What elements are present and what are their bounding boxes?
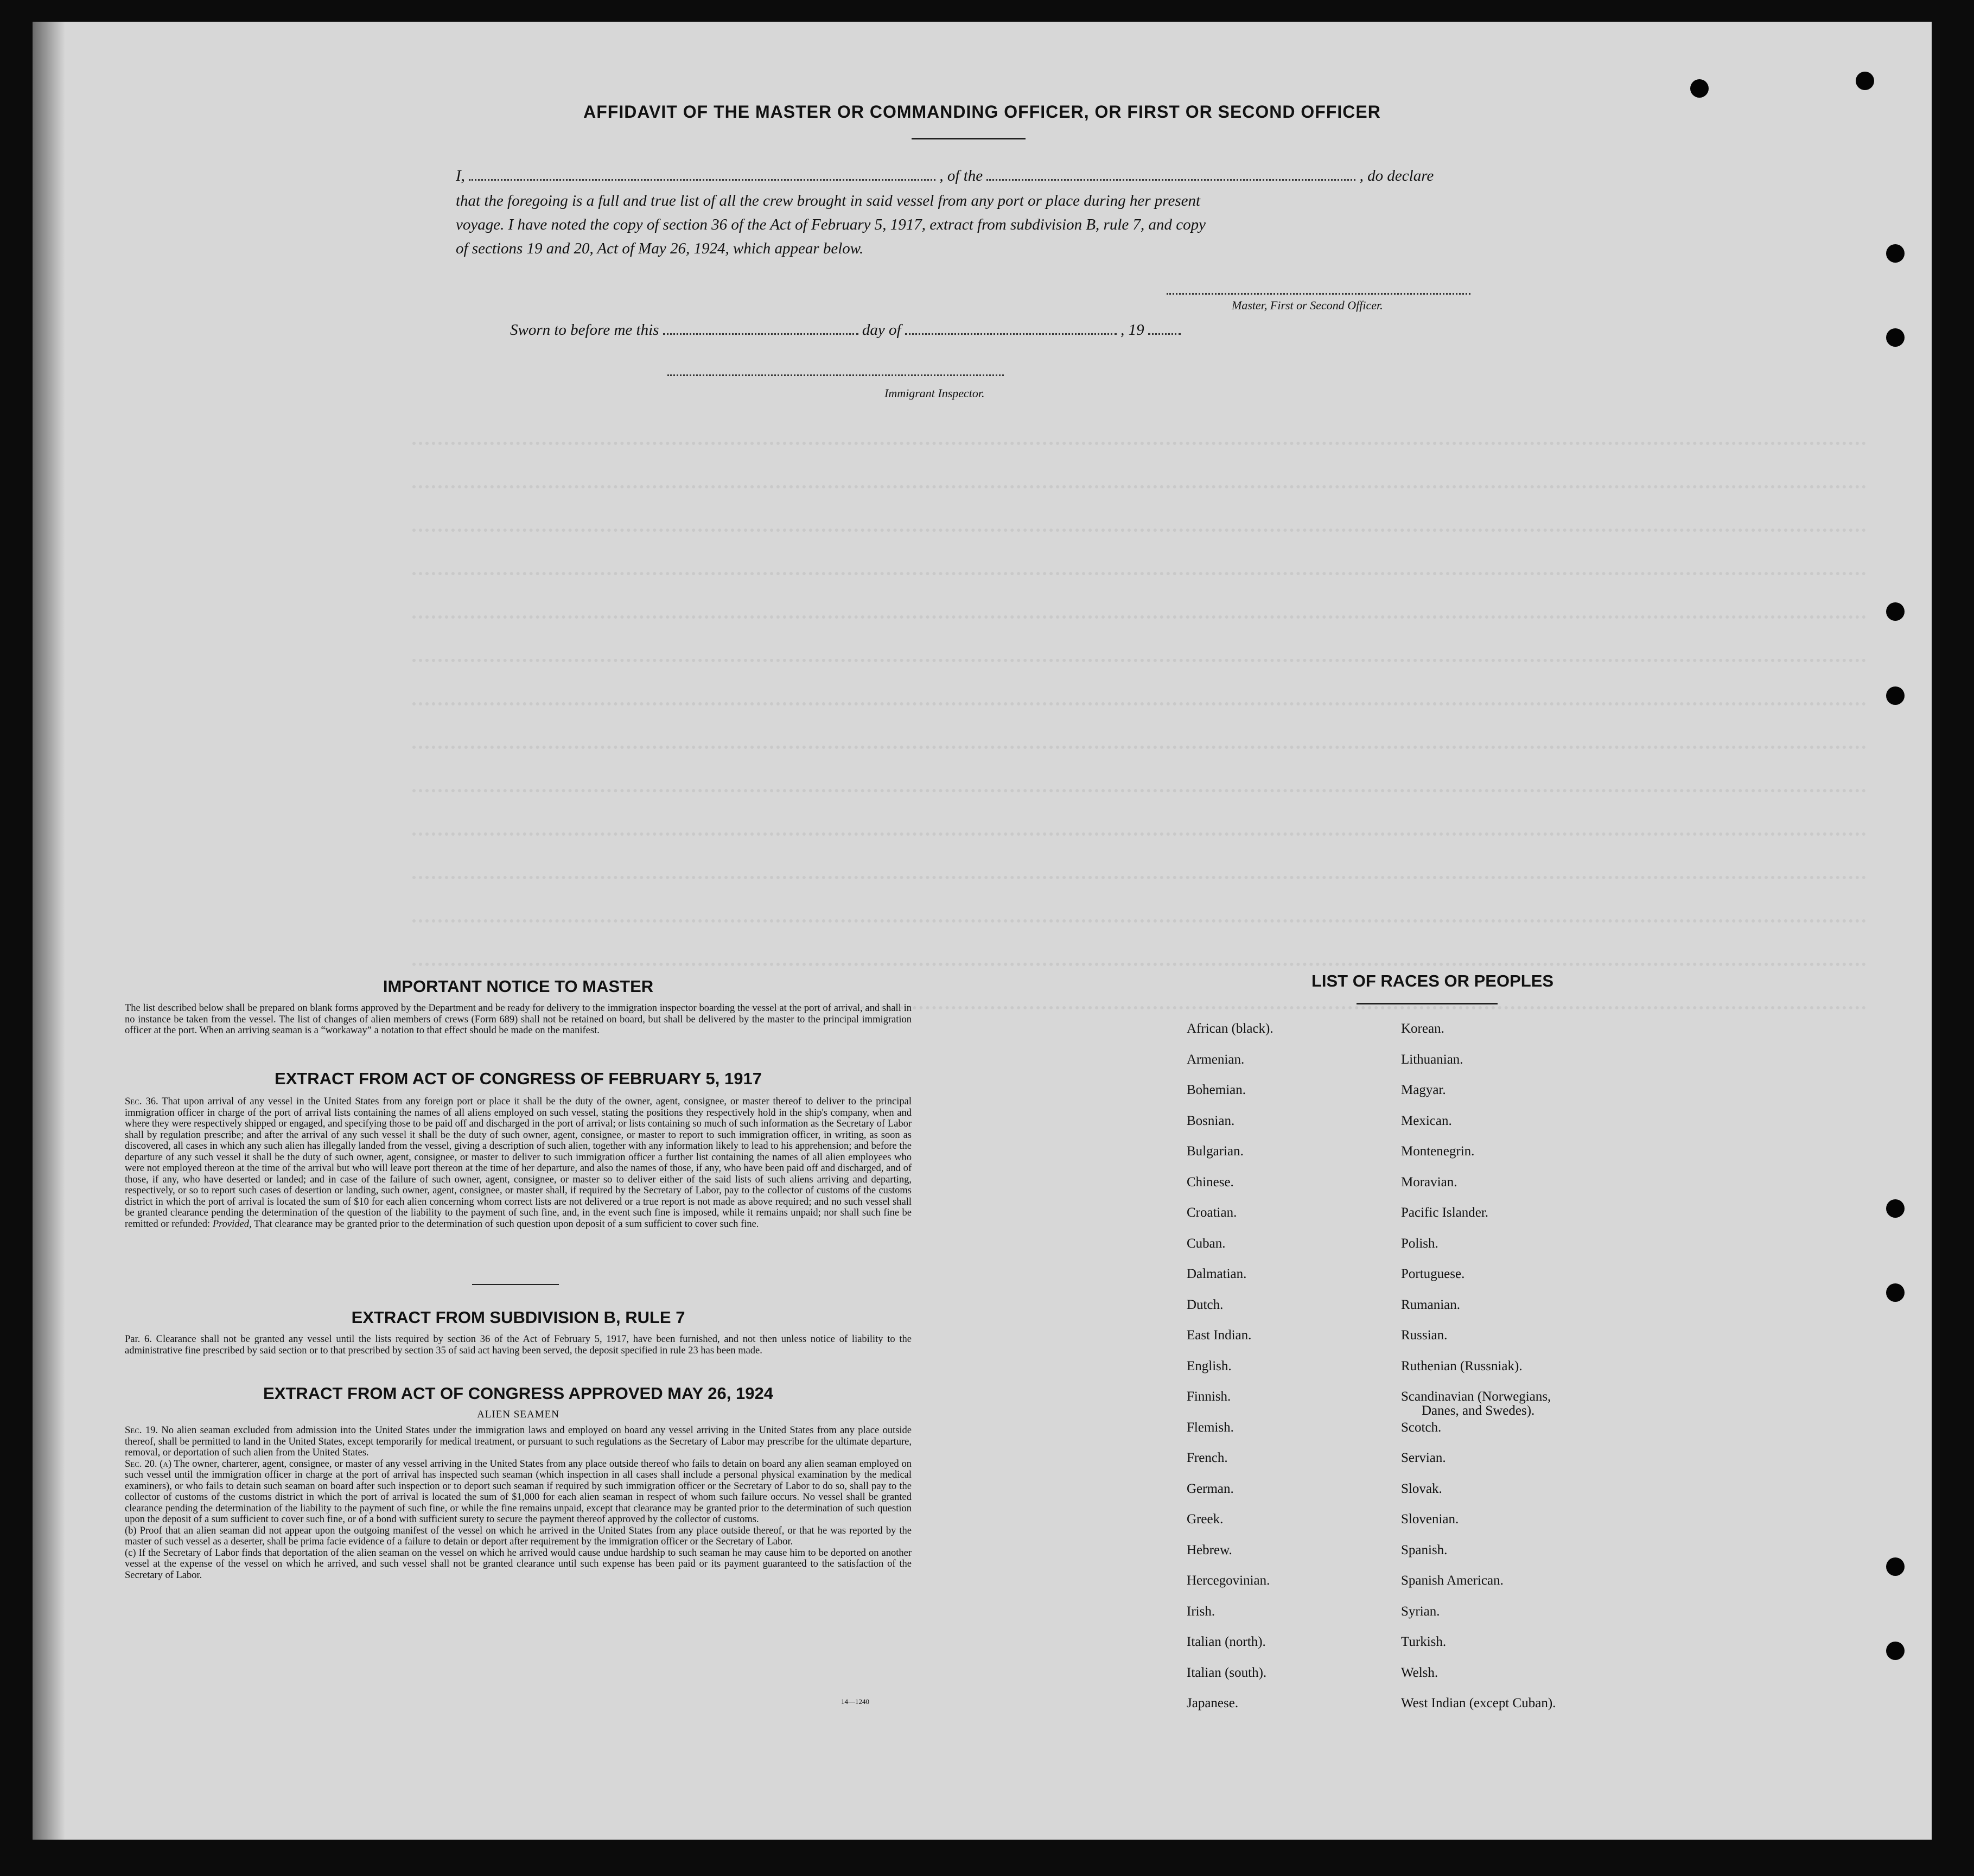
sworn-day-blank[interactable] bbox=[663, 331, 858, 335]
race-item: Italian (north). bbox=[1187, 1635, 1266, 1649]
punch-hole bbox=[1886, 328, 1905, 347]
race-item: Scotch. bbox=[1401, 1420, 1442, 1435]
race-item: African (black). bbox=[1187, 1021, 1273, 1036]
notice-text: The list described below shall be prepared on blank forms approved by the Department and be ready for delivery to the immigration inspector boarding the vessel at the port of arrival, and shall in no instance be taken from the vessel. The list of changes of alien members of crews (Form 689) shall not be retained on board, but shall be delivered by the master to the principal immigration officer at the port. When an arriving seaman is a “workaway” a notation to that effect should be made on the manifest. bbox=[125, 1003, 912, 1036]
sworn-end: , 19 bbox=[1120, 321, 1144, 339]
race-item: Pacific Islander. bbox=[1401, 1205, 1489, 1220]
race-item: Flemish. bbox=[1187, 1420, 1234, 1435]
race-item: Hercegovinian. bbox=[1187, 1573, 1270, 1588]
inspector-blank[interactable] bbox=[667, 374, 1004, 376]
punch-hole bbox=[1690, 79, 1709, 98]
sec-20c-body: If the Secretary of Labor finds that deportation of the alien seaman on the vessel on which he arrived would cause undue hardship to such seaman he may cause him to be deported on another vessel at the expense of the vessel on which he arrived, and such vessel shall not be granted clearance until such expense has been paid or its payment guaranteed to the satisfaction of the Secretary of Labor. bbox=[125, 1547, 912, 1581]
affidavit-text-1: that the foregoing is a full and true list of all the crew brought in said vessel from any port or place during her present bbox=[456, 192, 1201, 209]
race-item: Korean. bbox=[1401, 1021, 1444, 1036]
punch-hole bbox=[1856, 72, 1874, 90]
race-item: Cuban. bbox=[1187, 1236, 1226, 1251]
race-item: Servian. bbox=[1401, 1451, 1446, 1465]
race-item: Slovak. bbox=[1401, 1481, 1442, 1496]
race-item: Greek. bbox=[1187, 1512, 1224, 1527]
page-edge-shadow bbox=[33, 22, 65, 1840]
race-item: Ruthenian (Russniak). bbox=[1401, 1358, 1523, 1373]
race-item: Magyar. bbox=[1401, 1083, 1446, 1097]
sec-36-label: Sec. 36. bbox=[125, 1096, 158, 1107]
race-item: Croatian. bbox=[1187, 1205, 1237, 1220]
punch-hole bbox=[1886, 1199, 1905, 1218]
punch-hole bbox=[1886, 1557, 1905, 1576]
race-item: Spanish American. bbox=[1401, 1573, 1504, 1588]
sec-20b-body: Proof that an alien seaman did not appear upon the outgoing manifest of the vessel on which he arrived in the United States from any place outside thereof, or that he was reported by the master of such vessel as a deserter, shall be prima facie evidence of a failure to detain or deport after requirement by the immigration officer or the Secretary of Labor. bbox=[125, 1525, 912, 1547]
race-item: Hebrew. bbox=[1187, 1542, 1232, 1557]
race-item: Montenegrin. bbox=[1401, 1144, 1475, 1159]
form-number: 14—1240 bbox=[841, 1697, 869, 1706]
race-item: Slovenian. bbox=[1401, 1512, 1459, 1527]
sec-20c-label: (c) bbox=[125, 1547, 136, 1559]
extract-1917-text bbox=[125, 1096, 912, 1230]
declare-start: I, bbox=[456, 167, 465, 185]
race-item: German. bbox=[1187, 1481, 1234, 1496]
race-item: Finnish. bbox=[1187, 1389, 1231, 1404]
races-title: LIST OF RACES OR PEOPLES bbox=[1311, 971, 1554, 990]
race-item: Scandinavian (Norwegians, bbox=[1401, 1389, 1551, 1404]
race-item: Dalmatian. bbox=[1187, 1267, 1247, 1281]
races-rule bbox=[1357, 1003, 1498, 1004]
punch-hole bbox=[1886, 686, 1905, 705]
sworn-line bbox=[510, 321, 1181, 339]
affidavit-text-3: of sections 19 and 20, Act of May 26, 1924, which appear below. bbox=[456, 240, 864, 257]
extract-1924-text bbox=[125, 1425, 912, 1581]
race-item: Syrian. bbox=[1401, 1604, 1440, 1619]
name-blank[interactable] bbox=[469, 177, 935, 181]
race-item: Rumanian. bbox=[1401, 1297, 1461, 1312]
sec-20b-label: (b) bbox=[125, 1525, 137, 1536]
punch-hole bbox=[1886, 1283, 1905, 1302]
race-item: Russian. bbox=[1401, 1328, 1448, 1343]
extract-1924-title: EXTRACT FROM ACT OF CONGRESS APPROVED MAY 26, 1924 bbox=[263, 1384, 773, 1403]
sec-36-end: That clearance may be granted prior to the determination of such question upon deposit of a sum sufficient to cover such fine. bbox=[253, 1218, 759, 1230]
race-item: Dutch. bbox=[1187, 1297, 1224, 1312]
signature-blank[interactable] bbox=[1167, 293, 1470, 295]
race-item: Portuguese. bbox=[1401, 1267, 1465, 1281]
declare-mid: , of the bbox=[939, 167, 983, 185]
race-item: French. bbox=[1187, 1451, 1228, 1465]
proviso-label: Provided, bbox=[212, 1218, 252, 1230]
race-item: Mexican. bbox=[1401, 1113, 1452, 1128]
sec-19-label: Sec. 19. bbox=[125, 1425, 158, 1436]
affidavit-text-2: voyage. I have noted the copy of section 36 of the Act of February 5, 1917, extract from subdivision B, rule 7, and copy bbox=[456, 216, 1206, 233]
alien-seamen-subtitle: ALIEN SEAMEN bbox=[477, 1409, 559, 1420]
sworn-year-blank[interactable] bbox=[1148, 331, 1181, 335]
punch-hole bbox=[1886, 602, 1905, 621]
rule7-title: EXTRACT FROM SUBDIVISION B, RULE 7 bbox=[351, 1308, 685, 1327]
section-rule bbox=[472, 1284, 559, 1285]
affidavit-declare-line bbox=[456, 167, 1541, 185]
affidavit-title: AFFIDAVIT OF THE MASTER OR COMMANDING OFFICER, OR FIRST OR SECOND OFFICER bbox=[583, 102, 1381, 122]
race-item: Polish. bbox=[1401, 1236, 1438, 1251]
punch-hole bbox=[1886, 1642, 1905, 1660]
race-item: Armenian. bbox=[1187, 1052, 1245, 1067]
race-item: Welsh. bbox=[1401, 1665, 1438, 1680]
race-item: West Indian (except Cuban). bbox=[1401, 1696, 1556, 1710]
inspector-caption: Immigrant Inspector. bbox=[884, 386, 985, 400]
extract-1917-title: EXTRACT FROM ACT OF CONGRESS OF FEBRUARY 5, 1917 bbox=[275, 1069, 762, 1088]
race-item: Turkish. bbox=[1401, 1635, 1447, 1649]
sworn-month-blank[interactable] bbox=[905, 331, 1117, 335]
race-item: Irish. bbox=[1187, 1604, 1215, 1619]
race-item: Bulgarian. bbox=[1187, 1144, 1244, 1159]
document-page bbox=[33, 22, 1932, 1840]
race-item: Spanish. bbox=[1401, 1542, 1448, 1557]
race-item: Bohemian. bbox=[1187, 1083, 1246, 1097]
race-item: Moravian. bbox=[1401, 1174, 1457, 1190]
race-item: Bosnian. bbox=[1187, 1113, 1235, 1128]
notice-title: IMPORTANT NOTICE TO MASTER bbox=[383, 977, 654, 996]
race-item: Italian (south). bbox=[1187, 1665, 1267, 1680]
declare-end: , do declare bbox=[1359, 167, 1434, 185]
race-item: Japanese. bbox=[1187, 1696, 1239, 1710]
race-item: East Indian. bbox=[1187, 1328, 1252, 1343]
sworn-mid: day of bbox=[862, 321, 901, 339]
punch-hole bbox=[1886, 244, 1905, 263]
sec-19-body: No alien seaman excluded from admission into the United States under the immigration laws and employed on board any vessel arriving in the United States from any place outside thereof, shall be permitted to land in the United States, except temporarily for medical treatment, or pursuant to such regulations as the Secretary of Labor may prescribe for the ultimate departure, removal, or deportation of such alien from the United States. bbox=[125, 1425, 912, 1458]
race-item: Chinese. bbox=[1187, 1174, 1234, 1190]
vessel-blank[interactable] bbox=[986, 177, 1355, 181]
signature-caption: Master, First or Second Officer. bbox=[1232, 298, 1383, 312]
title-rule bbox=[912, 138, 1026, 139]
sec-20a-body: The owner, charterer, agent, consignee, or master of any vessel arriving in the United States from any place outside thereof who fails to detain on board any alien seaman employed on such vessel until the immigration officer in charge at the port of arrival has inspected such seaman (which inspection in all cases shall include a personal physical examination by the medical examiners), or who fails to detain such seaman on board after such inspection or to deport such seaman if required by such immigration officer or the Secretary of Labor to do so, shall pay to the collector of customs of the customs district in which the port of arrival is located the sum of $1,000 for each alien seaman in respect of whom such failure occurs. No vessel shall be granted clearance pending the determination of the liability to the payment of such fine, or while the fine remains unpaid, except that clearance may be granted prior to the determination of such question upon the deposit of a sum sufficient to cover such fine, or of a bond with sufficient surety to secure the payment thereof approved by the collector of customs. bbox=[125, 1458, 912, 1525]
sec-36-body: That upon arrival of any vessel in the United States from any foreign port or place it shall be the duty of the owner, agent, consignee, or master thereof to deliver to the principal immigration officer in charge of the port of arrival lists containing the names of all aliens employed on such vessel, stating the positions they respectively hold in the ship's company, when and where they were respectively shipped or engaged, and specifying those to be paid off and discharged in the port of arrival; or lists containing so much of such information as the Secretary of Labor shall by regulation prescribe; and after the arrival of any such vessel it shall be the duty of such owner, agent, consignee, or master to report to such immigration officer, in writing, as soon as discovered, all cases in which any such alien has illegally landed from the vessel, giving a description of such alien, together with any information likely to lead to his apprehension; and before the departure of any such vessel it shall be the duty of such owner, agent, consignee, or master to deliver to such immigration officer a further list containing the names of all alien employees who were not employed thereon at the time of the arrival but who will leave port thereon at the time of her departure, and also the names of those, if any, who have been paid off and discharged, and of those, if any, who have deserted or landed; and in case of the failure of such owner, agent, consignee, or master so to deliver either of the said lists of such aliens arriving and departing, respectively, or so to report such cases of desertion or landing, such owner, agent, consignee, or master shall, if required by the Secretary of Labor, pay to the collector of customs of the customs district in which the port of arrival is located the sum of $10 for each alien concerning whom correct lists are not delivered or a true report is not made as above required; and no such vessel shall be granted clearance pending the determination of the question of the liability to the payment of such fine, and, in the event such fine is imposed, while it remains unpaid; nor shall such fine be remitted or refunded: bbox=[125, 1096, 912, 1230]
race-item: Lithuanian. bbox=[1401, 1052, 1463, 1067]
sworn-start: Sworn to before me this bbox=[510, 321, 659, 339]
race-item: Danes, and Swedes). bbox=[1422, 1403, 1535, 1418]
rule7-text: Par. 6. Clearance shall not be granted any vessel until the lists required by section 36 of the Act of February 5, 1917, have been furnished, and not then unless notice of liability to the administrative fine prescribed by said section or to that prescribed by section 35 of said act having been served, the deposit specified in rule 23 has been made. bbox=[125, 1334, 912, 1356]
sec-20-label: Sec. 20. (a) bbox=[125, 1458, 171, 1470]
race-item: English. bbox=[1187, 1358, 1232, 1373]
